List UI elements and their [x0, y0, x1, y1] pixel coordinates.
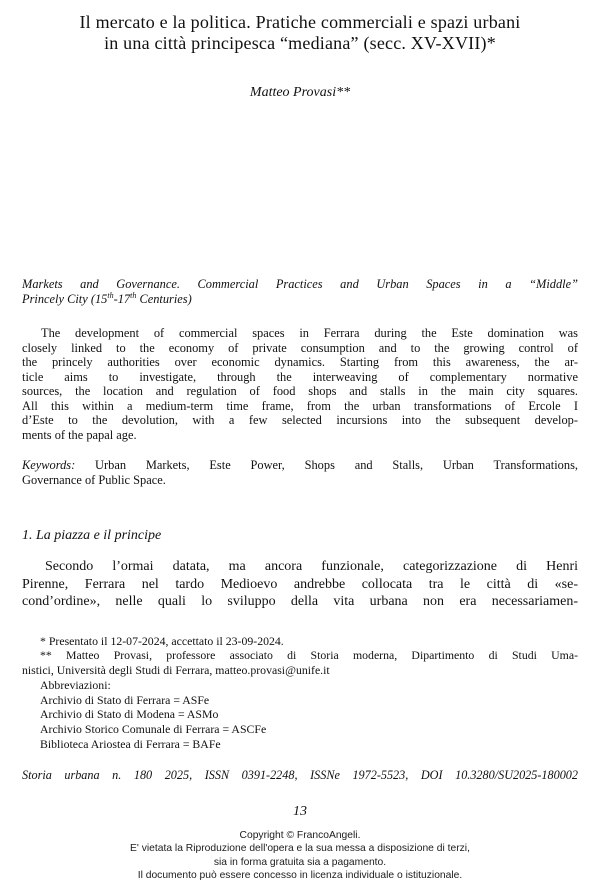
page-number: 13	[293, 803, 307, 819]
abbreviation-item: Archivio Storico Comunale di Ferrara = ASCFe	[40, 722, 267, 737]
abstract-title-line-2: Princely City (15th-17th Centuries)	[22, 290, 192, 306]
superscript-th: th	[107, 290, 114, 300]
keywords-line-1	[22, 458, 578, 473]
body-line: Pirenne, Ferrara nel tardo Medioevo andrebbe collocata tra le città di «se-	[22, 576, 578, 592]
abstract-paragraph	[22, 326, 578, 442]
keywords-list: Urban Markets, Este Power, Shops and Stalls, Urban Transformations,	[75, 458, 578, 472]
body-line: cond’ordine», nelle quali lo sviluppo della vita urbana non era necessariamen-	[22, 594, 578, 609]
superscript-th: th	[130, 290, 137, 300]
body-line: Secondo l’ormai datata, ma ancora funzionale, categorizzazione di Henri	[45, 559, 578, 574]
abbreviation-item: Archivio di Stato di Ferrara = ASFe	[40, 692, 210, 707]
footnote-presentato: * Presentato il 12-07-2024, accettato il 23-09-2024.	[40, 633, 284, 648]
abbreviation-item: Archivio di Stato di Modena = ASMo	[40, 707, 219, 722]
body-paragraph	[22, 558, 578, 611]
abstract-line: The development of commercial spaces in Ferrara during the Este domination was	[41, 326, 578, 340]
copyright-notice	[22, 829, 578, 883]
copyright-line: E' vietata la Riproduzione dell'opera e la sua messa a disposizione di terzi,	[130, 843, 470, 855]
abstract-line: sources, the location and regulation of food shops and stalls in the main city squares.	[22, 384, 578, 398]
journal-info-line: Storia urbana n. 180 2025, ISSN 0391-2248, ISSNe 1972-5523, DOI 10.3280/SU2025-180002	[22, 767, 578, 782]
abstract-title-line-1: Markets and Governance. Commercial Practices and Urban Spaces in a “Middle”	[22, 277, 578, 291]
copyright-line: Copyright © FrancoAngeli.	[239, 829, 361, 841]
abstract-line: the princely authorities over economic dynamics. Starting from this awareness, the ar-	[22, 355, 578, 369]
abstract-line: ticle aims to investigate, through the interweaving of complementary normative	[22, 369, 578, 384]
page-title-line-2: in una città principesca “mediana” (secc. XV-XVII)*	[104, 33, 496, 53]
abbreviation-item: Biblioteca Ariostea di Ferrara = BAFe	[40, 737, 221, 752]
author-name: Matteo Provasi**	[249, 85, 351, 100]
abstract-line: ments of the papal age.	[22, 427, 137, 442]
keywords-block	[22, 458, 578, 488]
copyright-line: Il documento può essere concesso in licenza individuale o istituzionale.	[137, 870, 463, 882]
section-heading: 1. La piazza e il principe	[22, 528, 162, 543]
page-title-line-1: Il mercato e la politica. Pratiche commerciali e spazi urbani	[79, 12, 521, 32]
footnote-author-line-1: ** Matteo Provasi, professore associato di Storia moderna, Dipartimento di Studi Uma-	[40, 648, 578, 663]
footnotes-block	[22, 634, 578, 752]
footnote-author-line-2: nistici, Università degli Studi di Ferrara, matteo.provasi@unife.it	[22, 663, 330, 678]
abstract-line: closely linked to the economy of private consumption and to the growing control of	[22, 340, 578, 355]
abbreviations-label: Abbreviazioni:	[40, 677, 111, 692]
copyright-line: sia in forma gratuita sia a pagamento.	[213, 856, 387, 868]
page-title	[22, 12, 578, 54]
abstract-line: d’Este to the devolution, with a few selected incursions into the subsequent develop-	[22, 413, 578, 427]
keywords-line-2: Governance of Public Space.	[22, 473, 166, 487]
abstract-title-en	[22, 277, 578, 307]
abstract-line: All this within a medium-term time frame, from the urban transformations of Ercole I	[22, 398, 578, 413]
keywords-label: Keywords:	[22, 458, 76, 472]
